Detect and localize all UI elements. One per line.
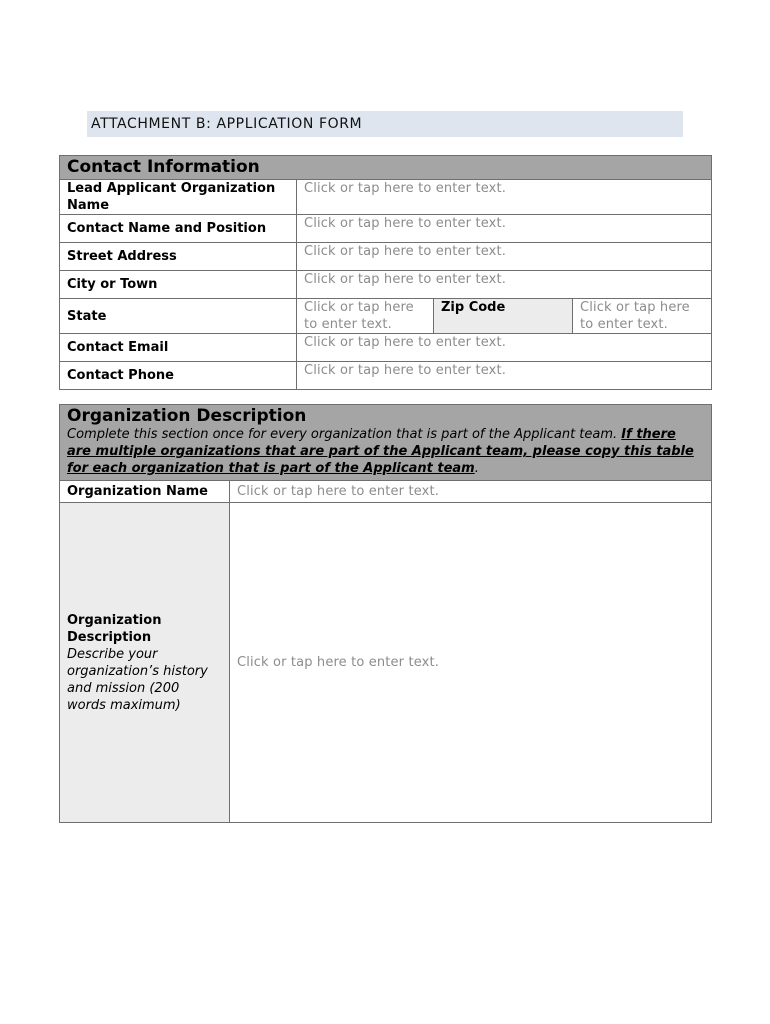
city-town-label: City or Town — [60, 271, 297, 299]
instruction-text: Complete this section once for every organization that is part of the Applicant team. — [67, 427, 618, 442]
contact-phone-field[interactable]: Click or tap here to enter text. — [297, 362, 712, 390]
contact-email-label: Contact Email — [60, 334, 297, 362]
instruction-emphasis: If there are multiple organizations that are part of the Applicant team, please copy this table for each organization that is part of the Applicant team — [67, 427, 694, 476]
attachment-title: ATTACHMENT B: APPLICATION FORM — [87, 111, 683, 137]
contact-name-position-label: Contact Name and Position — [60, 215, 297, 243]
contact-information-table — [59, 155, 712, 390]
street-address-field[interactable]: Click or tap here to enter text. — [297, 243, 712, 271]
organization-description-title: Organization Description — [67, 406, 307, 426]
state-field[interactable]: Click or tap here to enter text. — [297, 299, 434, 334]
state-label: State — [60, 299, 297, 334]
contact-name-position-field[interactable]: Click or tap here to enter text. — [297, 215, 712, 243]
organization-description-header — [60, 405, 712, 481]
organization-description-hint: Describe your organization’s history and mission (200 words maximum) — [67, 646, 208, 713]
lead-applicant-organization-field[interactable]: Click or tap here to enter text. — [297, 180, 712, 215]
contact-email-field[interactable]: Click or tap here to enter text. — [297, 334, 712, 362]
organization-description-field[interactable]: Click or tap here to enter text. — [230, 503, 712, 823]
organization-description-instruction — [67, 426, 704, 477]
contact-phone-label: Contact Phone — [60, 362, 297, 390]
organization-description-table — [59, 404, 712, 823]
organization-name-label: Organization Name — [60, 481, 230, 503]
contact-information-header: Contact Information — [60, 156, 712, 180]
street-address-label: Street Address — [60, 243, 297, 271]
zip-code-label: Zip Code — [434, 299, 573, 334]
organization-name-field[interactable]: Click or tap here to enter text. — [230, 481, 712, 503]
zip-code-field[interactable]: Click or tap here to enter text. — [573, 299, 712, 334]
organization-description-label: Organization Description — [67, 612, 162, 645]
city-town-field[interactable]: Click or tap here to enter text. — [297, 271, 712, 299]
instruction-end: . — [474, 461, 479, 476]
organization-description-label-cell — [60, 503, 230, 823]
lead-applicant-organization-label: Lead Applicant Organization Name — [60, 180, 297, 215]
